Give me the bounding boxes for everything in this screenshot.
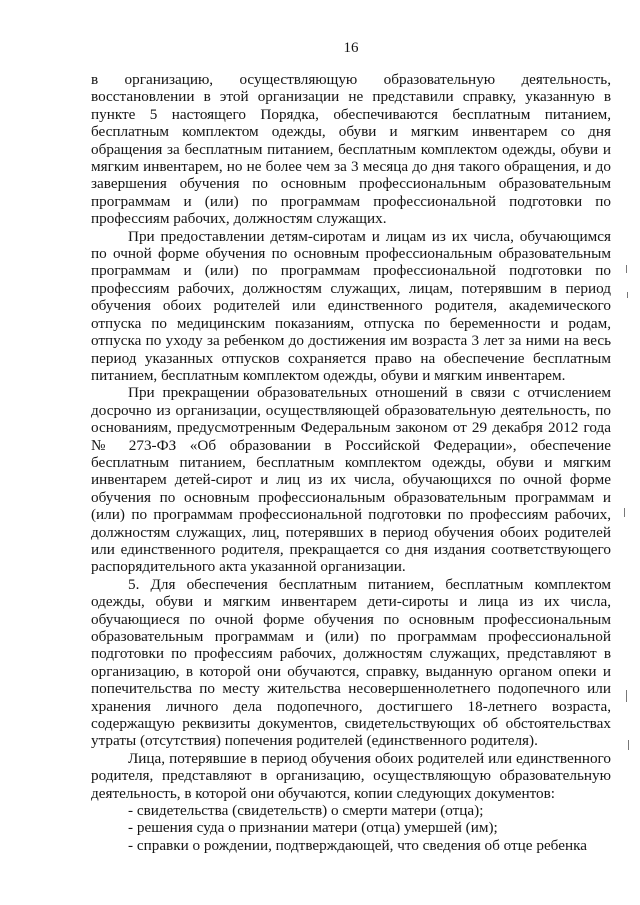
- paragraph-continuation: в организацию, осуществляющую образовательную деятельность, восстановлении в этой организации не представили справку, указанную в пункте 5 настоящего Порядка, обеспечиваются бесплатным питанием, бесплатным комплектом одежды, обуви и мягким инвентарем со дня обращения за бесплатным питанием, бесплатным комплектом одежды, обуви и мягким инвентарем, но не более чем за 3 месяца до дня такого обращения, и до завершения обучения по основным профессиональным образовательным программам и (или) по программам профессиональной подготовки по профессиям рабочих, должностям служащих.: [91, 71, 611, 228]
- paragraph-orphaned-students: Лица, потерявшие в период обучения обоих родителей или единственного родителя, представляют в организацию, осуществляющую образовательную деятельность, в которой они обучаются, копии следующих документов:: [91, 749, 611, 802]
- paragraph-item-5: 5. Для обеспечения бесплатным питанием, бесплатным комплектом одежды, обуви и мягким инвентарем дети-сироты и лица из их числа, обучающиеся по очной форме обучения по основным профессиональным образовательным программам и (или) по программам профессиональной подготовки по профессиям рабочих, должностям служащих, представляют в организацию, в которой они обучаются, справку, выданную органом опеки и попечительства по месту жительства несовершеннолетнего подопечного или хранения личного дела подопечного, достигшего 18-летнего возраста, содержащую реквизиты документов, свидетельствующих об обстоятельствах утраты (отсутствия) попечения родителей (единственного родителя).: [91, 575, 611, 750]
- paragraph-academic-leave: При предоставлении детям-сиротам и лицам из их числа, обучающимся по очной форме обучения по основным профессиональным образовательным программам и (или) по программам профессиональной подготовки по профессиям рабочих, должностям служащих, лицам, потерявшим в период обучения обоих родителей или единственного родителя, академического отпуска по медицинским показаниям, отпуска по беременности и родам, отпуска по уходу за ребенком до достижения им возраста 3 лет за ними на весь период указанных отпусков сохраняется право на обеспечение бесплатным питанием, бесплатным комплектом одежды, обуви и мягким инвентарем.: [91, 227, 611, 384]
- scan-mark: [628, 740, 629, 750]
- page-number: 16: [343, 40, 359, 56]
- scan-mark: [626, 265, 627, 273]
- scan-mark: [626, 690, 627, 702]
- paragraph-termination: При прекращении образовательных отношений в связи с отчислением досрочно из организации, осуществляющей образовательную деятельность, по основаниям, предусмотренным Федеральным законом от 29 декабря 2012 года № 273-ФЗ «Об образовании в Российской Федерации», обеспечение бесплатным питанием, бесплатным комплектом одежды, обуви и мягким инвентарем детей-сирот и лиц из их числа, обучающихся по очной форме обучения по основным профессиональным образовательным программам и (или) по программам профессиональной подготовки по профессиям рабочих, должностям служащих, лиц, потерявших в период обучения обоих родителей или единственного родителя, прекращается со дня издания соответствующего распорядительного акта указанной организации.: [91, 384, 611, 576]
- scan-mark: [624, 508, 625, 517]
- list-item-birth-certificate: - справки о рождении, подтверждающей, что сведения об отце ребенка: [128, 836, 587, 854]
- list-item-death-certificate: - свидетельства (свидетельств) о смерти матери (отца);: [128, 802, 484, 820]
- scan-mark: [627, 292, 628, 298]
- list-item-court-decision: - решения суда о признании матери (отца) умершей (им);: [128, 819, 498, 837]
